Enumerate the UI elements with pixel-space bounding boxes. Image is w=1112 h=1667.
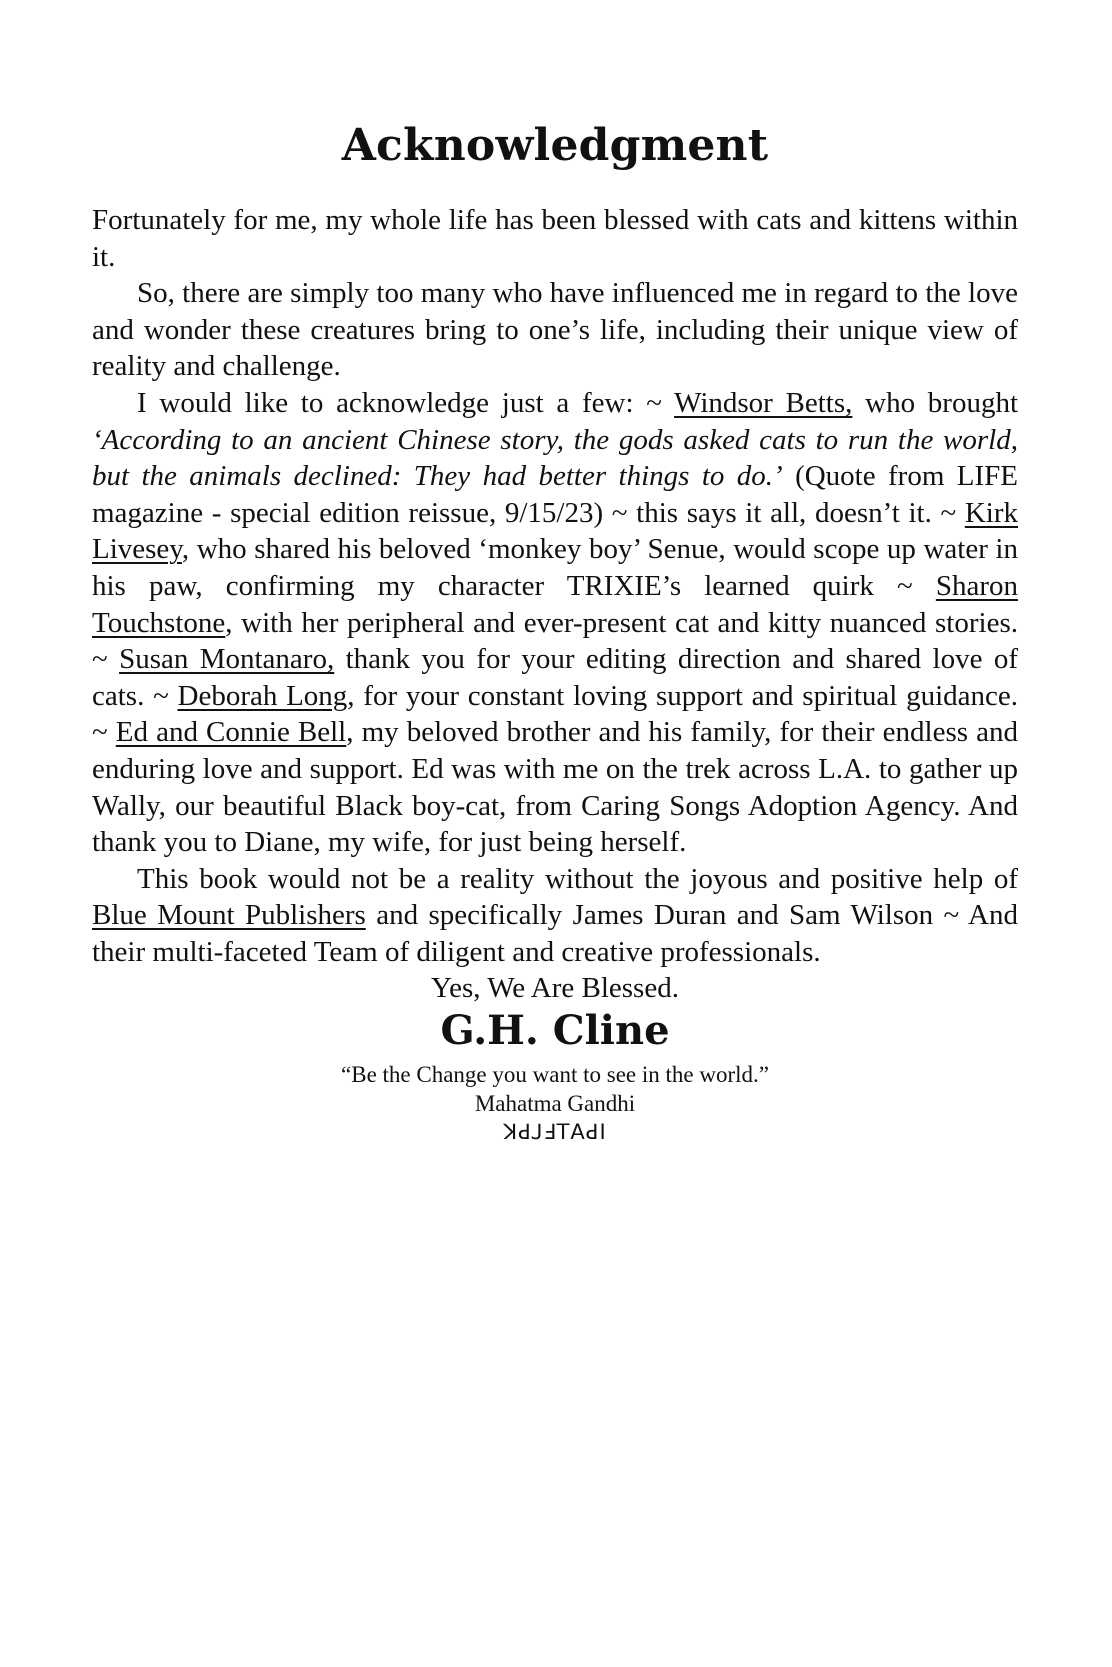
glyph-signature-line: ꓘꓒꓙꓞꓔꓮꓒꓲ <box>503 1120 607 1145</box>
name-windsor-betts: Windsor Betts, <box>674 386 853 419</box>
name-blue-mount-publishers: Blue Mount Publishers <box>92 899 366 932</box>
text-segment: , for your constant loving support and spiritual guidance. ~ <box>92 679 1018 749</box>
text-segment: I would like to acknowledge just a few: ~ <box>137 386 675 419</box>
text-segment: , with her peripheral and ever-present cat and kitty nuanced stories. ~ <box>92 606 1018 676</box>
name-deborah-long: Deborah Long <box>177 679 348 712</box>
paragraph-4 <box>92 861 1018 971</box>
name-susan-montanaro: Susan Montanaro, <box>119 643 335 676</box>
text-segment: This book would not be a reality without the joyous and positive help of <box>137 862 1018 895</box>
text-segment: , my beloved brother and his family, for their endless and enduring love and support. Ed was with me on the trek across L.A. to gather up Wally, our beautiful Black boy-cat, from Caring Songs Adoption Agency. And thank you to Diane, my wife, for just being herself. <box>92 716 1018 859</box>
paragraph-1: Fortunately for me, my whole life has been blessed with cats and kittens within it. <box>92 204 1018 273</box>
epigraph-attribution: Mahatma Gandhi <box>474 1091 636 1117</box>
acknowledgment-page <box>92 118 1018 1146</box>
paragraph-2: So, there are simply too many who have influenced me in regard to the love and wonder these creatures bring to one’s life, including their unique view of reality and challenge. <box>92 277 1018 383</box>
name-sharon-touchstone: Sharon Touchstone <box>92 569 1018 639</box>
name-ed-and-connie-bell: Ed and Connie Bell <box>115 716 347 749</box>
author-signature: G.H. Cline <box>440 1007 670 1055</box>
text-segment: , who shared his beloved ‘monkey boy’ Senue, would scope up water in his paw, confirming my character TRIXIE’s learned quirk ~ <box>92 533 1018 602</box>
text-segment: who brought <box>852 386 1018 419</box>
life-quote: ‘According to an ancient Chinese story, the gods asked cats to run the world, but the animals declined: They had better things to do.’ <box>92 423 1018 493</box>
text-segment: thank you for your editing direction and shared love of cats. ~ <box>92 643 1018 712</box>
closing-line: Yes, We Are Blessed. <box>431 972 679 1005</box>
name-kirk: Kirk <box>964 496 1018 529</box>
paragraph-3 <box>92 385 1018 861</box>
text-segment: and specifically James Duran and Sam Wilson ~ And their multi-faceted Team of diligent and creative professionals. <box>92 899 1018 968</box>
epigraph-quote: “Be the Change you want to see in the world.” <box>341 1062 769 1088</box>
name-livesey: Livesey <box>92 533 182 566</box>
body-text <box>92 202 1018 970</box>
page-title: Acknowledgment <box>341 120 769 171</box>
text-segment: (Quote from LIFE magazine - special edition reissue, 9/15/23) ~ this says it all, doesn’t it. ~ <box>92 460 1018 529</box>
